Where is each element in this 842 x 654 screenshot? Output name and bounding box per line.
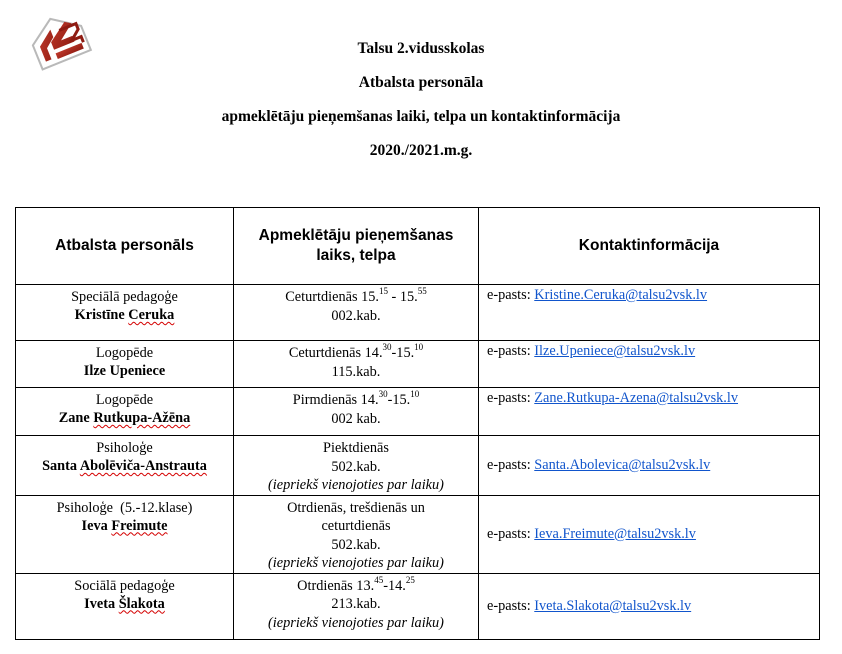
reception-cell bbox=[234, 495, 479, 573]
staff-name: Kristīne Ceruka bbox=[74, 307, 175, 323]
contact-cell bbox=[479, 495, 820, 573]
document-subtitle: Atbalsta personāla bbox=[358, 74, 484, 91]
staff-cell bbox=[16, 436, 234, 496]
contact-cell bbox=[479, 436, 820, 496]
reception-room: 213.kab. bbox=[331, 596, 381, 612]
staff-role: Logopēde bbox=[95, 345, 154, 361]
contact-cell bbox=[479, 573, 820, 639]
email-label: e-pasts: bbox=[487, 597, 531, 614]
reception-room: 502.kab. bbox=[331, 536, 381, 553]
table-row bbox=[16, 495, 820, 573]
reception-room: 115.kab. bbox=[331, 363, 381, 380]
staff-cell bbox=[16, 341, 234, 388]
school-year: 2020./2021.m.g. bbox=[369, 142, 473, 159]
staff-cell bbox=[16, 573, 234, 639]
email-link[interactable]: Kristine.Ceruka@talsu2vsk.lv bbox=[534, 287, 708, 303]
email-label: e-pasts: bbox=[487, 343, 531, 359]
staff-name: Santa Abolēviča-Anstrauta bbox=[42, 458, 207, 474]
table-row bbox=[16, 341, 820, 388]
staff-role: Psiholoģe bbox=[96, 440, 153, 456]
reception-cell bbox=[234, 573, 479, 639]
reception-time: Ceturtdienās 15.15 - 15.55 bbox=[285, 286, 427, 305]
reception-day: Otrdienās, trešdienās un bbox=[287, 499, 425, 516]
reception-cell bbox=[234, 285, 479, 341]
reception-cell bbox=[234, 388, 479, 436]
reception-time: Otrdienās 13.45-14.25 bbox=[297, 574, 415, 594]
table-row bbox=[16, 573, 820, 639]
email-label: e-pasts: bbox=[487, 390, 531, 406]
email-link[interactable]: Ilze.Upeniece@talsu2vsk.lv bbox=[534, 343, 696, 359]
contact-cell bbox=[479, 285, 820, 341]
staff-cell bbox=[16, 285, 234, 341]
reception-note: (iepriekš vienojoties par laiku) bbox=[268, 477, 444, 493]
staff-name: Zane Rutkupa-Ažēna bbox=[58, 410, 191, 426]
table-header-row bbox=[16, 208, 820, 285]
document-description: apmeklētāju pieņemšanas laiki, telpa un kontaktinformācija bbox=[221, 108, 621, 125]
staff-name: Ieva Freimute bbox=[81, 517, 168, 534]
staff-role: Speciālā pedagoģe bbox=[71, 289, 178, 305]
reception-time: Pirmdienās 14.30-15.10 bbox=[292, 389, 420, 408]
table-row bbox=[16, 388, 820, 436]
staff-role: Sociālā pedagoģe bbox=[74, 577, 175, 594]
reception-day-cont: ceturtdienās bbox=[321, 518, 391, 534]
reception-note: (iepriekš vienojoties par laiku) bbox=[268, 555, 444, 571]
contact-cell bbox=[479, 341, 820, 388]
email-link[interactable]: Ieva.Freimute@talsu2vsk.lv bbox=[534, 525, 696, 542]
table-row bbox=[16, 285, 820, 341]
staff-cell bbox=[16, 388, 234, 436]
column-header-contact: Kontaktinformācija bbox=[479, 208, 820, 285]
reception-cell bbox=[234, 341, 479, 388]
staff-role: Logopēde bbox=[95, 392, 154, 408]
reception-room: 502.kab. bbox=[331, 458, 381, 475]
staff-name: Iveta Šlakota bbox=[84, 595, 165, 612]
column-header-staff: Atbalsta personāls bbox=[16, 208, 234, 285]
reception-time: Ceturtdienās 14.30-15.10 bbox=[288, 342, 424, 361]
reception-cell bbox=[234, 436, 479, 496]
table-row bbox=[16, 436, 820, 496]
reception-day: Piektdienās bbox=[323, 440, 389, 456]
reception-note: (iepriekš vienojoties par laiku) bbox=[268, 614, 444, 631]
reception-room: 002.kab. bbox=[331, 307, 381, 324]
column-header-reception: Apmeklētāju pieņemšanas laiks, telpa bbox=[234, 208, 479, 285]
school-name: Talsu 2.vidusskolas bbox=[357, 40, 485, 57]
staff-role: Psiholoģe (5.-12.klase) bbox=[56, 499, 193, 516]
email-link[interactable]: Santa.Abolevica@talsu2vsk.lv bbox=[534, 456, 711, 473]
email-label: e-pasts: bbox=[487, 287, 531, 303]
reception-room: 002 kab. bbox=[331, 410, 381, 427]
staff-cell bbox=[16, 495, 234, 573]
email-link[interactable]: Iveta.Slakota@talsu2vsk.lv bbox=[534, 597, 692, 614]
email-label: e-pasts: bbox=[487, 525, 531, 542]
support-staff-table bbox=[15, 207, 820, 640]
email-label: e-pasts: bbox=[487, 456, 531, 473]
email-link[interactable]: Zane.Rutkupa-Azena@talsu2vsk.lv bbox=[534, 390, 739, 406]
staff-name: Ilze Upeniece bbox=[83, 363, 166, 379]
contact-cell bbox=[479, 388, 820, 436]
